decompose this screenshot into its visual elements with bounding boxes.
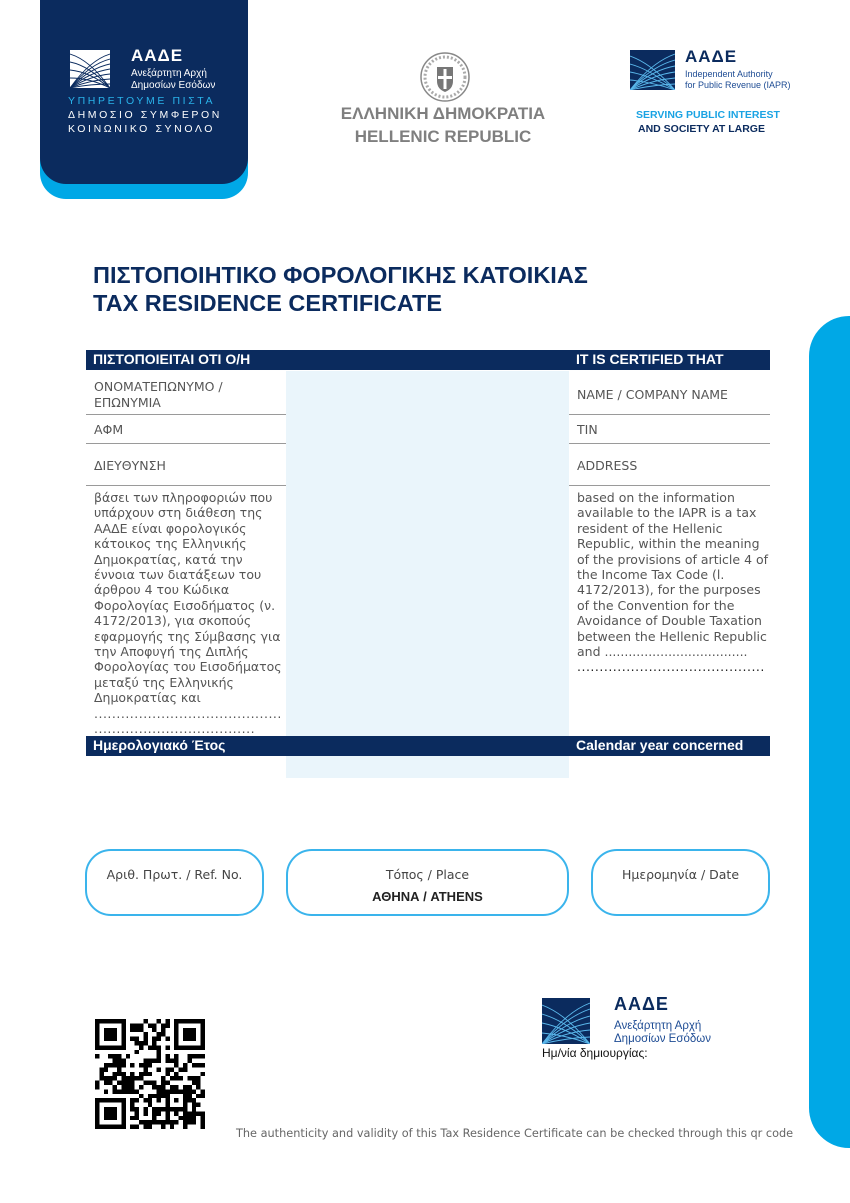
date-label: Ημερομηνία / Date [621,867,740,882]
badge-subtitle-line2: Δημοσίων Εσόδων [131,80,216,91]
bottom-logo-subtitle-line1: Ανεξάρτητη Αρχή [614,1020,702,1032]
table-header-english: IT IS CERTIFIED THAT [576,351,724,367]
date-field [591,849,770,916]
tin-label-greek: ΑΦΜ [94,422,124,437]
calendar-year-label-english: Calendar year concerned [576,737,744,753]
aade-badge [40,0,248,184]
country-placeholder-dots: .......................................... [577,659,765,675]
name-label-greek-line1: ΟΝΟΜΑΤΕΠΩΝΥΜΟ / [94,379,223,394]
aade-lines-icon [70,50,110,88]
country-placeholder-dots: .................................... [94,721,256,737]
statement-greek [94,490,286,737]
table-header-bar [86,350,770,370]
divider [86,414,286,415]
verification-note: The authenticity and validity of this Tax Residence Certificate can be checked through this qr code [236,1127,794,1140]
table-header-greek: ΠΙΣΤΟΠΟΙΕΙΤΑΙ ΟΤΙ Ο/Η [93,351,251,367]
name-label-english: NAME / COMPANY NAME [577,387,728,402]
greek-coat-of-arms-icon [419,51,471,103]
place-label: Τόπος / Place [385,867,470,882]
right-logo-subtitle-line2: for Public Revenue (IAPR) [685,80,791,90]
calendar-year-bar [86,736,770,756]
country-placeholder-dots: .......................................... [94,705,282,721]
divider [86,443,286,444]
aade-lines-icon [542,998,590,1044]
qr-code-icon [95,1019,205,1129]
badge-motto-line2: ΔΗΜΟΣΙΟ ΣΥΜΦΕΡΟΝ [68,109,222,121]
badge-name: ΑΑΔΕ [131,46,184,65]
bottom-logo-name: ΑΑΔΕ [614,994,669,1014]
place-value: ΑΘΗΝΑ / ATHENS [372,889,483,904]
certificate-title-greek: ΠΙΣΤΟΠΟΙΗΤΙΚΟ ΦΟΡΟΛΟΓΙΚΗΣ ΚΑΤΟΙΚΙΑΣ [93,262,588,288]
statement-english-text: based on the information available to the IAPR is a tax resident of the Hellenic Republic, within the meaning of the provisions of article 4 of the Income Tax Code (l. 4172/2013), for the purposes of the Convention for the Avoidance of Double Taxation between the Hellenic Republic and .................................... [577,490,769,660]
right-logo-subtitle-line1: Independent Authority [685,69,773,79]
divider [569,485,770,486]
creation-date-label: Ημ/νία δημιουργίας: [542,1046,648,1060]
right-logo-name: ΑΑΔΕ [685,47,738,66]
tin-label-english: TIN [577,422,598,437]
right-accent-bar [809,316,850,1148]
statement-english [577,490,769,675]
name-label-greek [94,379,284,411]
divider [569,443,770,444]
header-english: HELLENIC REPUBLIC [354,127,532,146]
address-label-english: ADDRESS [577,458,638,473]
value-column-fill [286,371,569,778]
address-label-greek: ΔΙΕΥΘΥΝΣΗ [94,458,166,473]
badge-subtitle-line1: Ανεξάρτητη Αρχή [131,68,207,79]
badge-motto-line1: ΥΠΗΡΕΤΟΥΜΕ ΠΙΣΤΑ [68,95,216,107]
badge-motto-line3: ΚΟΙΝΩΝΙΚΟ ΣΥΝΟΛΟ [68,123,216,135]
right-logo-motto-line2: AND SOCIETY AT LARGE [638,123,765,135]
calendar-year-label-greek: Ημερολογιακό Έτος [93,737,226,753]
aade-lines-icon [630,50,675,90]
bottom-logo-subtitle-line2: Δημοσίων Εσόδων [614,1033,711,1045]
certificate-title-english: TAX RESIDENCE CERTIFICATE [93,290,443,316]
header-greek: ΕΛΛΗΝΙΚΗ ΔΗΜΟΚΡΑΤΙΑ [340,104,546,123]
name-label-greek-line2: ΕΠΩΝΥΜΙΑ [94,395,161,410]
ref-number-label: Αριθ. Πρωτ. / Ref. No. [106,867,243,882]
divider [569,414,770,415]
place-field [286,849,569,916]
divider [86,485,286,486]
right-logo-motto-line1: SERVING PUBLIC INTEREST [636,109,780,121]
statement-greek-text: βάσει των πληροφοριών που υπάρχουν στη διάθεση της ΑΑΔΕ είναι φορολογικός κάτοικος της Ελληνικής Δημοκρατίας, κατά την έννοια των διατάξεων του άρθρου 4 του Κώδικα Φορολογίας Εισοδήματος (ν. 4172/2013), για σκοπούς εφαρμογής της Σύμβασης για την Αποφυγή της Διπλής Φορολογίας του Εισοδήματος μεταξύ της Ελληνικής Δημοκρατίας και [94,490,282,706]
ref-number-field [85,849,264,916]
